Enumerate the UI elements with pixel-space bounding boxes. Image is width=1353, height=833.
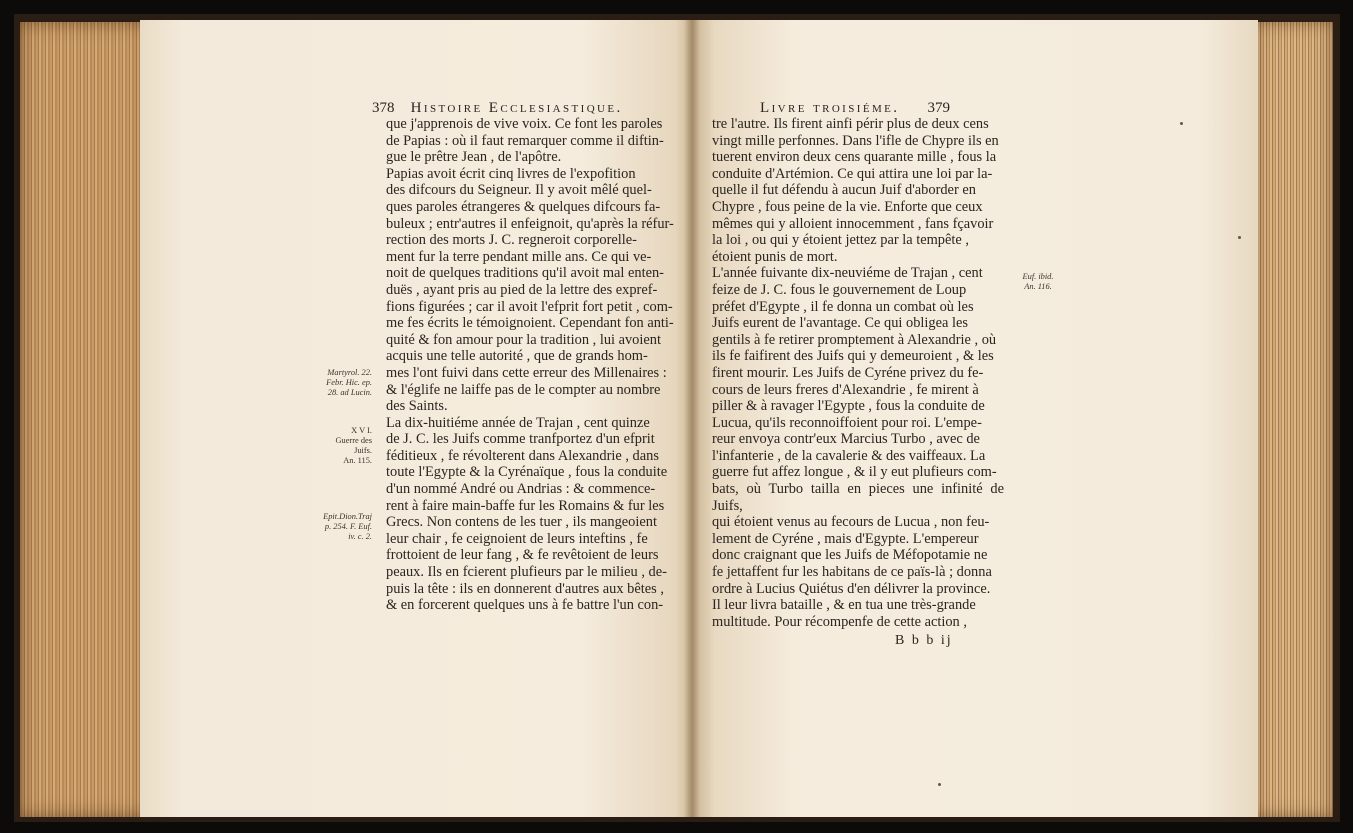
- left-margin-note-2: X V I. Guerre des Juifs. An. 115.: [335, 426, 372, 465]
- left-margin-note-3: Epit.Dion.Traj p. 254. F. Euf. iv. c. 2.: [323, 512, 372, 541]
- right-running-head: [760, 100, 950, 117]
- right-page-body: tre l'autre. Ils firent ainfi périr plus de deux cens vingt mille perfonnes. Dans l'ifle de Chypre ils en tuerent environ deux cens quarante mille , fous la conduite d'Artémion. Ce qui attira une loi par la- quelle il fut défendu à aucun Juif d'aborder en Chypre , fous peine de la vie. Enforte que ceux mêmes qui y alloient innocemment , fans fçavoir la loi , ou qui y étoient jettez par la tempête , étoient punis de mort. L'année fuivante dix-neuviéme de Trajan , cent feize de J. C. fous le gouvernement de Loup préfet d'Egypte , il fe donna un combat où les Juifs eurent de l'avantage. Ce qui obligea les gentils à fe retirer promptement à Alexandrie , où ils fe faifirent des Juifs qui y demeuroient , & les firent mourir. Les Juifs de Cyréne privez du fe- cours de leurs freres d'Alexandrie , fe mirent à piller & à ravager l'Egypte , fous la conduite de Lucua, qu'ils reconnoiffoient pour roi. L'empe- reur envoya contr'eux Marcius Turbo , avec de l'infanterie , de la cavalerie & des vaiffeaux. La guerre fut affez longue , & il y eut plufieurs com- bats, où Turbo tailla en pieces une infinité de Juifs, qui étoient venus au fecours de Lucua , non feu- lement de Cyréne , mais d'Egypte. L'empereur donc craignant que les Juifs de Méfopotamie ne fe jettaffent fur les habitans de ce païs-là ; donna ordre à Lucius Quiétus d'en délivrer la province. Il leur livra bataille , & en tua une très-grande multitude. Pour récompenfe de cette action ,: [712, 116, 1004, 630]
- right-running-title: Livre troisiéme.: [760, 100, 900, 116]
- book-gutter: [684, 20, 700, 817]
- right-page-edges: [1255, 22, 1333, 817]
- left-page-edges: [20, 22, 148, 817]
- left-margin-note-1: Martyrol. 22. Febr. Hic. ep. 28. ad Lucin.: [326, 368, 372, 397]
- right-page-number: 379: [927, 100, 951, 116]
- left-page-body: que j'apprenois de vive voix. Ce font les paroles de Papias : où il faut remarquer comme il diftin- gue le prêtre Jean , de l'apôtre. Papias avoit écrit cinq livres de l'expofition des difcours du Seigneur. Il y avoit mêlé quel- ques paroles étrangeres & quelques difcours fa- buleux ; entr'autres il enfeignoit, qu'après la réfur- rection des morts J. C. regneroit corporelle- ment fur la terre pendant mille ans. Ce qui ve- noit de quelques traditions qu'il avoit mal enten- duës , ayant pris au pied de la lettre des expref- fions figurées ; car il avoit l'efprit fort petit , com- me fes écrits le témoignoient. Cependant fon anti- quité & fon amour pour la tradition , lui avoient acquis une telle autorité , que de grands hom- mes l'ont fuivi dans cette erreur des Millenaires : & l'églife ne laiffe pas de le compter au nombre des Saints. La dix-huitiéme année de Trajan , cent quinze de J. C. les Juifs comme tranfportez d'un efprit féditieux , fe révolterent dans Alexandrie , dans toute l'Egypte & la Cyrénaïque , fous la conduite d'un nommé André ou Andrias : & commence- rent à faire main-baffe fur les Romains & fur les Grecs. Non contens de les tuer , ils mangeoient leur chair , fe ceignoient de leurs inteftins , fe frottoient de leur fang , & fe revêtoient de leurs peaux. Ils en fcierent plufieurs par le milieu , de- puis la tête : ils en donnerent d'autres aux bêtes , & en forcerent quelques uns à fe battre l'un con-: [386, 116, 674, 614]
- page-signature: B b b ij: [895, 633, 953, 648]
- left-running-head: [372, 100, 623, 117]
- left-running-title: Histoire Ecclesiastique.: [410, 100, 623, 116]
- right-margin-note-1: Euf. ibid. An. 116.: [1022, 272, 1054, 291]
- paper-speck: [1238, 236, 1241, 239]
- left-page-number: 378: [372, 100, 395, 116]
- paper-speck: [1180, 122, 1183, 125]
- paper-speck: [938, 783, 941, 786]
